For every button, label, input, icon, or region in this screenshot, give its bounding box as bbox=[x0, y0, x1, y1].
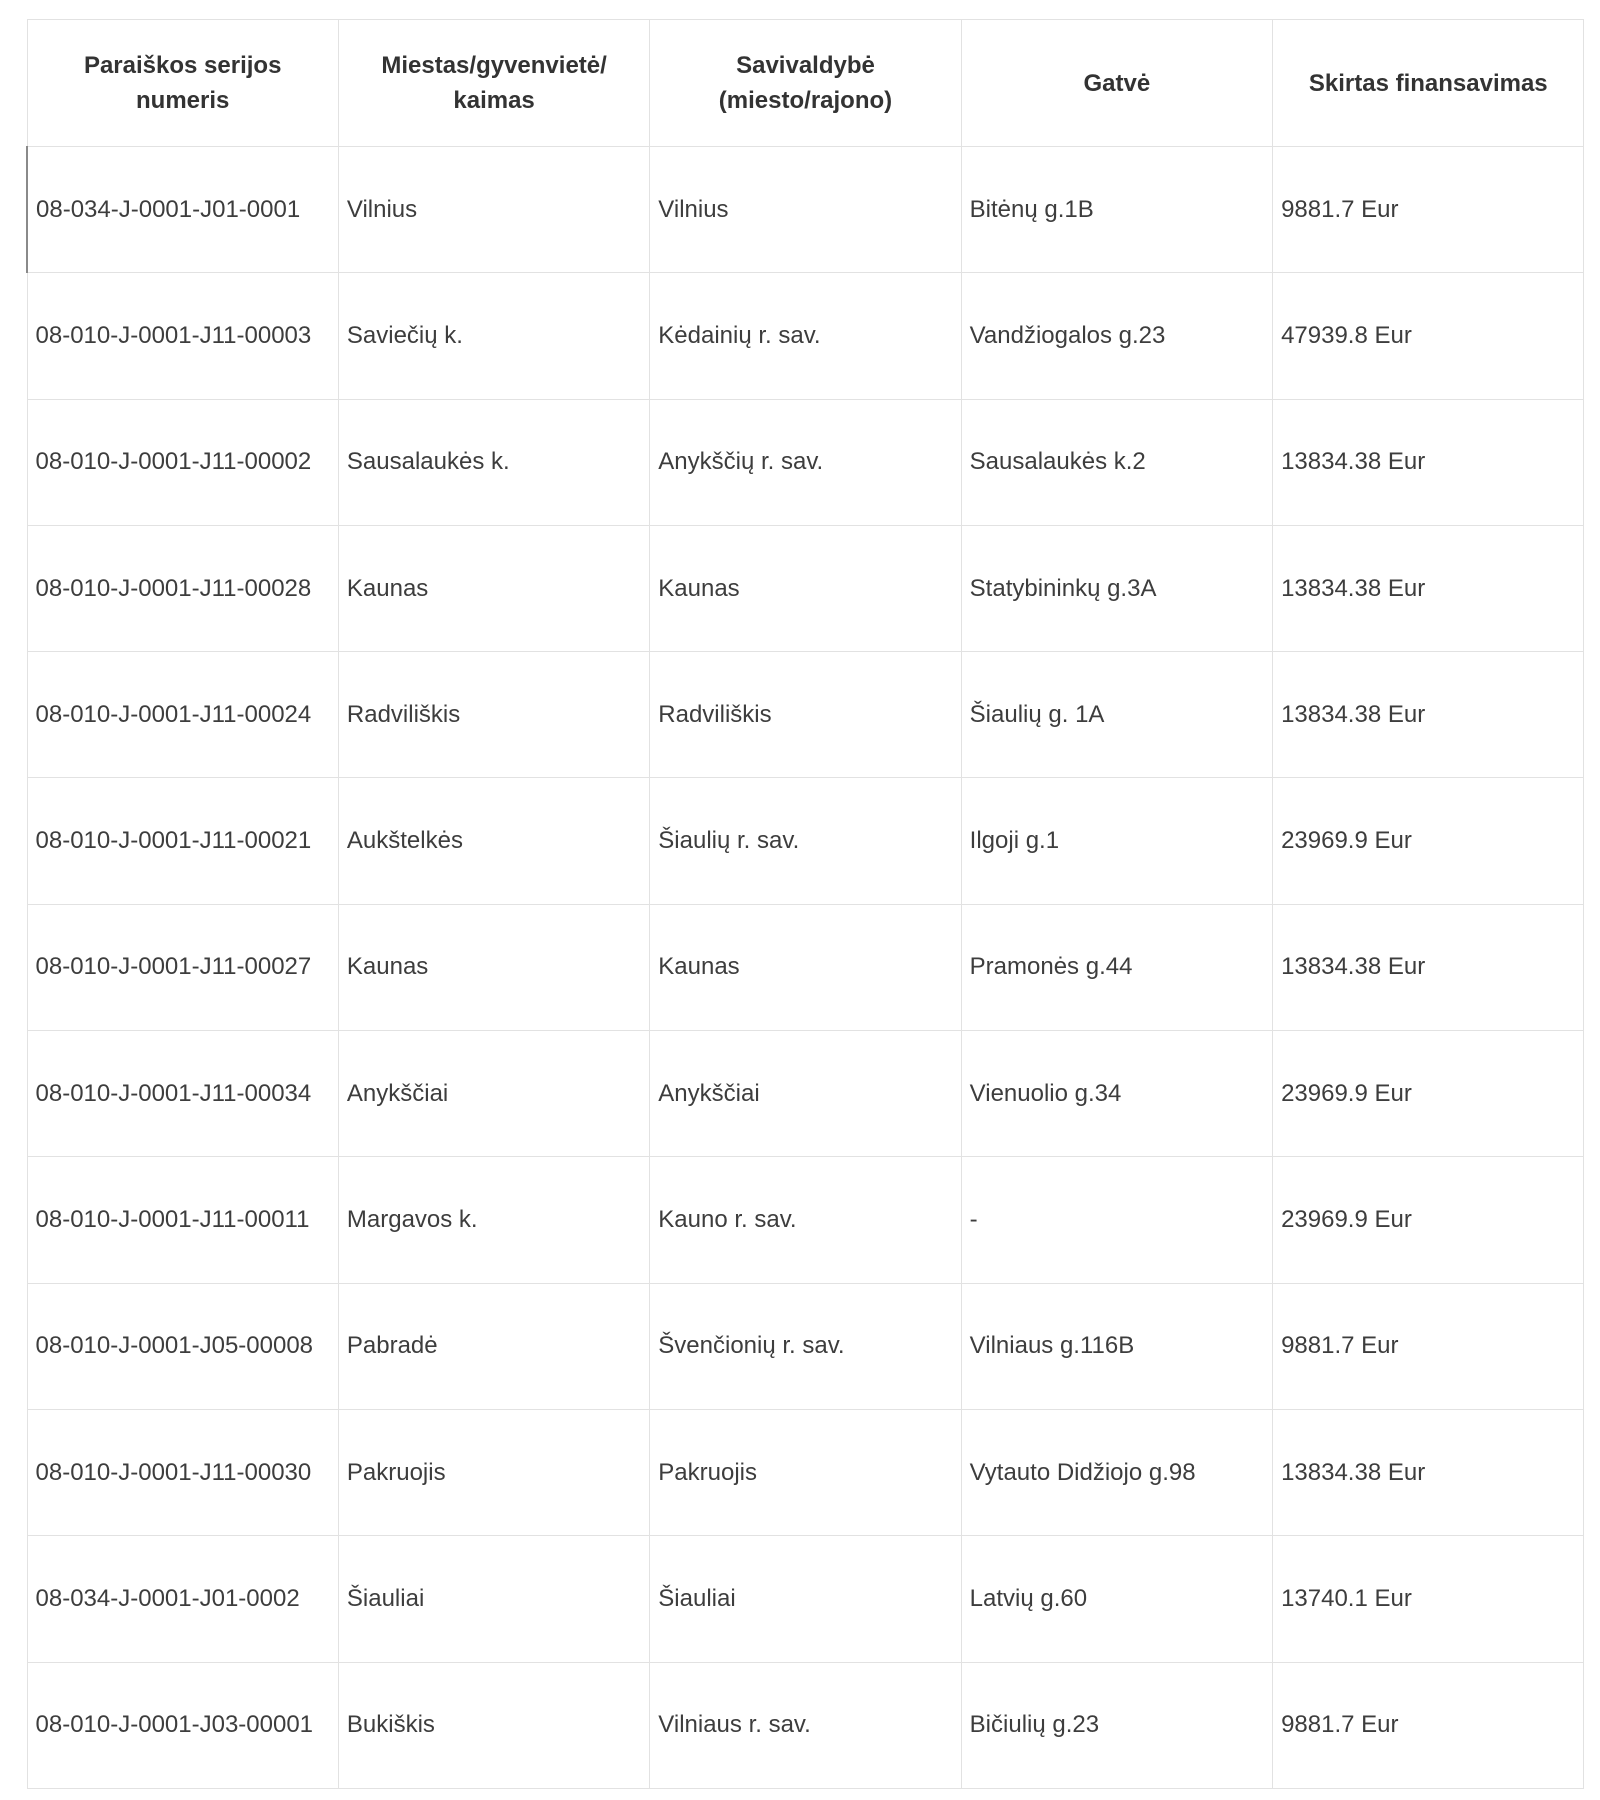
cell-application-number: 08-010-J-0001-J11-00011 bbox=[27, 1157, 338, 1283]
cell-street: Latvių g.60 bbox=[961, 1536, 1272, 1662]
table-row bbox=[27, 273, 1584, 399]
cell-municipality: Šiauliai bbox=[650, 1536, 961, 1662]
cell-street: Statybininkų g.3A bbox=[961, 525, 1272, 651]
table-row bbox=[27, 1157, 1584, 1283]
cell-street: Sausalaukės k.2 bbox=[961, 399, 1272, 525]
cell-funding: 23969.9 Eur bbox=[1273, 1031, 1584, 1157]
cell-application-number: 08-010-J-0001-J11-00003 bbox=[27, 273, 338, 399]
table-row bbox=[27, 147, 1584, 273]
cell-application-number: 08-010-J-0001-J03-00001 bbox=[27, 1662, 338, 1788]
cell-application-number: 08-010-J-0001-J11-00034 bbox=[27, 1031, 338, 1157]
cell-municipality: Pakruojis bbox=[650, 1409, 961, 1535]
table-row bbox=[27, 1031, 1584, 1157]
cell-municipality: Kaunas bbox=[650, 525, 961, 651]
cell-municipality: Radviliškis bbox=[650, 652, 961, 778]
table-row bbox=[27, 1283, 1584, 1409]
cell-application-number: 08-010-J-0001-J11-00002 bbox=[27, 399, 338, 525]
cell-street: Šiaulių g. 1A bbox=[961, 652, 1272, 778]
cell-street: Vilniaus g.116B bbox=[961, 1283, 1272, 1409]
cell-municipality: Anykščių r. sav. bbox=[650, 399, 961, 525]
table-row bbox=[27, 525, 1584, 651]
cell-street: Vienuolio g.34 bbox=[961, 1031, 1272, 1157]
cell-funding: 9881.7 Eur bbox=[1273, 147, 1584, 273]
header-street: Gatvė bbox=[961, 20, 1272, 147]
cell-city-village: Pabradė bbox=[338, 1283, 649, 1409]
cell-city-village: Radviliškis bbox=[338, 652, 649, 778]
cell-street: - bbox=[961, 1157, 1272, 1283]
cell-city-village: Bukiškis bbox=[338, 1662, 649, 1788]
cell-city-village: Kaunas bbox=[338, 525, 649, 651]
table-body bbox=[27, 147, 1584, 1789]
cell-street: Ilgoji g.1 bbox=[961, 778, 1272, 904]
cell-application-number: 08-034-J-0001-J01-0002 bbox=[27, 1536, 338, 1662]
cell-city-village: Šiauliai bbox=[338, 1536, 649, 1662]
cell-application-number: 08-010-J-0001-J11-00021 bbox=[27, 778, 338, 904]
cell-city-village: Sausalaukės k. bbox=[338, 399, 649, 525]
table-row bbox=[27, 1536, 1584, 1662]
cell-application-number: 08-010-J-0001-J11-00030 bbox=[27, 1409, 338, 1535]
cell-municipality: Vilnius bbox=[650, 147, 961, 273]
cell-funding: 13740.1 Eur bbox=[1273, 1536, 1584, 1662]
table-row bbox=[27, 1662, 1584, 1788]
cell-application-number: 08-010-J-0001-J11-00027 bbox=[27, 904, 338, 1030]
header-municipality: Savivaldybė (miesto/rajono) bbox=[650, 20, 961, 147]
table-row bbox=[27, 399, 1584, 525]
cell-funding: 9881.7 Eur bbox=[1273, 1662, 1584, 1788]
cell-funding: 23969.9 Eur bbox=[1273, 1157, 1584, 1283]
cell-application-number: 08-010-J-0001-J11-00024 bbox=[27, 652, 338, 778]
cell-funding: 47939.8 Eur bbox=[1273, 273, 1584, 399]
cell-funding: 13834.38 Eur bbox=[1273, 652, 1584, 778]
cell-street: Bitėnų g.1B bbox=[961, 147, 1272, 273]
table-row bbox=[27, 904, 1584, 1030]
header-city-village: Miestas/gyvenvietė/ kaimas bbox=[338, 20, 649, 147]
cell-city-village: Anykščiai bbox=[338, 1031, 649, 1157]
cell-municipality: Anykščiai bbox=[650, 1031, 961, 1157]
header-row bbox=[27, 20, 1584, 147]
cell-city-village: Pakruojis bbox=[338, 1409, 649, 1535]
funding-table-container bbox=[26, 19, 1583, 1789]
cell-municipality: Šiaulių r. sav. bbox=[650, 778, 961, 904]
cell-funding: 9881.7 Eur bbox=[1273, 1283, 1584, 1409]
header-application-number: Paraiškos serijos numeris bbox=[27, 20, 338, 147]
cell-city-village: Aukštelkės bbox=[338, 778, 649, 904]
cell-street: Bičiulių g.23 bbox=[961, 1662, 1272, 1788]
cell-municipality: Kėdainių r. sav. bbox=[650, 273, 961, 399]
cell-city-village: Vilnius bbox=[338, 147, 649, 273]
cell-municipality: Vilniaus r. sav. bbox=[650, 1662, 961, 1788]
cell-municipality: Kaunas bbox=[650, 904, 961, 1030]
cell-city-village: Saviečių k. bbox=[338, 273, 649, 399]
cell-municipality: Švenčionių r. sav. bbox=[650, 1283, 961, 1409]
cell-funding: 13834.38 Eur bbox=[1273, 904, 1584, 1030]
cell-funding: 13834.38 Eur bbox=[1273, 399, 1584, 525]
cell-street: Vandžiogalos g.23 bbox=[961, 273, 1272, 399]
funding-table bbox=[26, 19, 1584, 1789]
cell-funding: 13834.38 Eur bbox=[1273, 525, 1584, 651]
table-row bbox=[27, 652, 1584, 778]
cell-city-village: Kaunas bbox=[338, 904, 649, 1030]
cell-street: Vytauto Didžiojo g.98 bbox=[961, 1409, 1272, 1535]
cell-application-number: 08-010-J-0001-J11-00028 bbox=[27, 525, 338, 651]
cell-funding: 23969.9 Eur bbox=[1273, 778, 1584, 904]
table-row bbox=[27, 778, 1584, 904]
cell-funding: 13834.38 Eur bbox=[1273, 1409, 1584, 1535]
cell-application-number: 08-034-J-0001-J01-0001 bbox=[27, 147, 338, 273]
header-funding: Skirtas finansavimas bbox=[1273, 20, 1584, 147]
cell-municipality: Kauno r. sav. bbox=[650, 1157, 961, 1283]
table-row bbox=[27, 1409, 1584, 1535]
cell-application-number: 08-010-J-0001-J05-00008 bbox=[27, 1283, 338, 1409]
cell-street: Pramonės g.44 bbox=[961, 904, 1272, 1030]
table-header bbox=[27, 20, 1584, 147]
cell-city-village: Margavos k. bbox=[338, 1157, 649, 1283]
